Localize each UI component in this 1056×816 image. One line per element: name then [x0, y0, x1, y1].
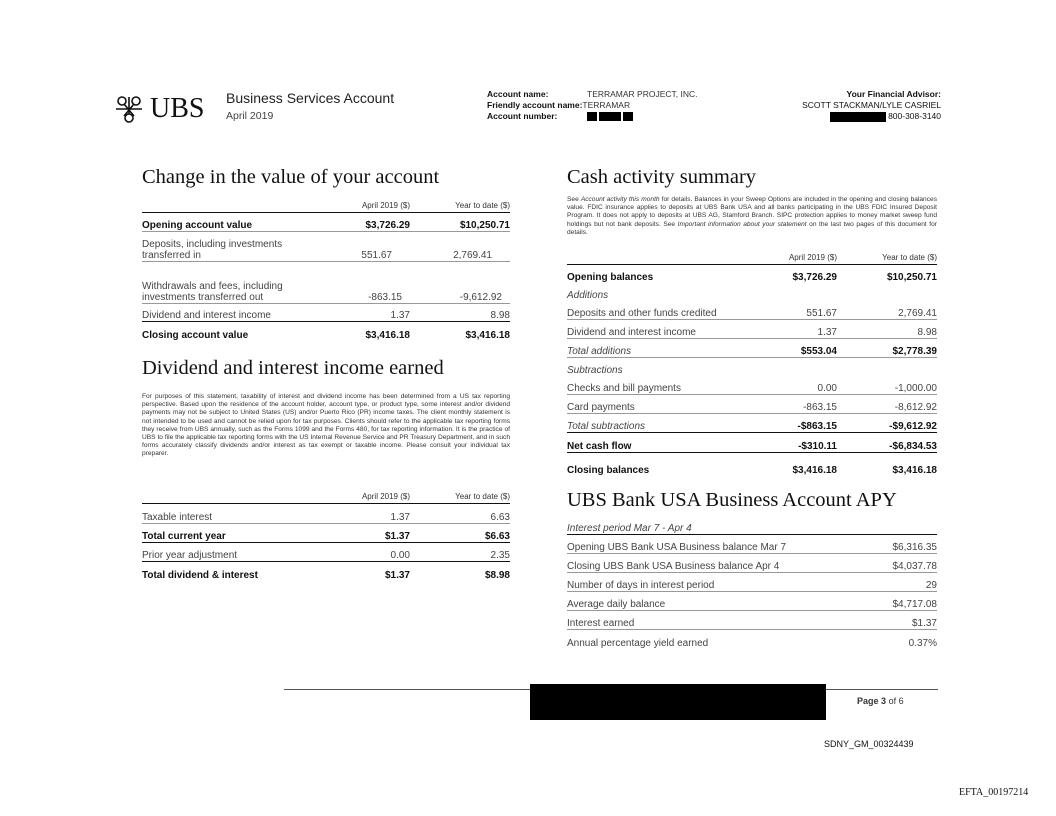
row-ytd: -8,612.92: [894, 402, 937, 413]
col-month: April 2019 ($): [361, 492, 410, 501]
row-ytd: 6.63: [490, 512, 510, 523]
row-value: $4,717.08: [892, 599, 937, 610]
row-ytd: 2,769.41: [898, 308, 937, 319]
table-row: [567, 453, 937, 476]
row-ytd: $10,250.71: [459, 220, 510, 231]
row-month: 551.67: [806, 308, 837, 319]
table-header: [142, 487, 510, 504]
col-ytd: Year to date ($): [455, 201, 510, 210]
table-row: [142, 262, 510, 304]
row-label: Dividend and interest income: [567, 327, 696, 338]
row-ytd: -9,612.92: [459, 292, 502, 303]
table-row: [567, 376, 937, 395]
table-row: [567, 573, 937, 592]
account-name: TERRAMAR PROJECT, INC.: [587, 89, 698, 99]
page-num: 3: [881, 696, 887, 706]
cash-intro: [567, 196, 937, 237]
table-row: [567, 535, 937, 554]
table-row: [142, 232, 510, 262]
row-ytd: -1,000.00: [894, 383, 937, 394]
table-row: [567, 283, 937, 301]
row-label: Opening balances: [567, 272, 654, 283]
table-row: [142, 524, 510, 543]
row-label: Card payments: [567, 402, 635, 413]
page-of: of 6: [888, 696, 904, 706]
row-label: Checks and bill payments: [567, 383, 681, 394]
row-month: $1.37: [384, 531, 410, 542]
row-month: 1.37: [390, 512, 410, 523]
row-label: Total dividend & interest: [142, 570, 258, 581]
cash-table: [567, 248, 937, 476]
row-label: Total current year: [142, 531, 226, 542]
redaction: [587, 112, 597, 121]
row-label: Average daily balance: [567, 599, 666, 610]
row-ytd: 2,769.41: [453, 250, 492, 261]
table-row: [567, 265, 937, 283]
table-header: [142, 196, 510, 213]
row-month: 1.37: [390, 310, 410, 321]
ubs-logo: [112, 92, 204, 126]
table-row: [567, 358, 937, 376]
row-ytd: -$6,834.53: [889, 441, 937, 452]
row-label: Closing account value: [142, 330, 249, 341]
efta-number: EFTA_00197214: [959, 787, 1029, 798]
dividend-table: [142, 487, 510, 581]
ubs-logo-text: UBS: [150, 93, 205, 124]
change-value-title: Change in the value of your account: [142, 166, 440, 188]
apy-table: [567, 518, 937, 649]
cash-intro-text: for details. Balances in your Sweep Options are included in the opening and closing balances value. FDIC insurance applies to deposits at UBS Bank USA and all banks participating in the UBS FDIC Insured Deposit Program. It does not apply to deposits at UBS AG, Stamford Branch. SIPC protection applies to money market sweep fund holdings but not bank deposits. See: [567, 196, 937, 228]
table-row: [142, 504, 510, 524]
row-label: Deposits, including investments transferred in: [142, 239, 283, 261]
row-label: Dividend and interest income: [142, 310, 271, 321]
row-ytd: $10,250.71: [886, 272, 937, 283]
row-ytd: $8.98: [484, 570, 510, 581]
row-label: Deposits and other funds credited: [567, 308, 717, 319]
col-month: April 2019 ($): [788, 253, 837, 262]
row-value: $6,316.35: [892, 542, 937, 553]
row-month: $3,726.29: [365, 220, 410, 231]
row-ytd: -$9,612.92: [889, 421, 937, 432]
row-label: Annual percentage yield earned: [567, 638, 709, 649]
row-month: -$863.15: [797, 421, 837, 432]
table-row: [567, 339, 937, 358]
table-row: [567, 630, 937, 649]
dividend-title: Dividend and interest income earned: [142, 357, 444, 379]
row-label: Closing UBS Bank USA Business balance Apr 4: [567, 561, 780, 572]
row-month: $3,726.29: [792, 272, 837, 283]
cash-intro-link: Important information about your statement: [677, 220, 807, 228]
friendly-name: TERRAMAR: [582, 100, 631, 110]
ubs-keys-icon: [112, 92, 146, 126]
row-value: $1.37: [911, 618, 937, 629]
row-label: Net cash flow: [567, 441, 632, 452]
footer-redaction: [530, 684, 826, 720]
page-label: Page: [857, 696, 879, 706]
table-row: [567, 433, 937, 453]
row-month: 551.67: [361, 250, 392, 261]
row-label: Total subtractions: [567, 421, 646, 432]
bates-number: SDNY_GM_00324439: [824, 739, 914, 749]
row-label: Number of days in interest period: [567, 580, 715, 591]
row-label: Total additions: [567, 346, 632, 357]
table-row: [142, 543, 510, 562]
row-month: $3,416.18: [792, 465, 837, 476]
advisor-label: Your Financial Advisor:: [846, 89, 941, 99]
row-month: $3,416.18: [365, 330, 410, 341]
row-month: -863.15: [368, 292, 402, 303]
redaction: [599, 112, 621, 121]
page-number: [857, 696, 904, 706]
cash-intro-text: on the last two pages of this document for details.: [567, 220, 937, 236]
table-row: [142, 562, 510, 581]
table-row: [142, 213, 510, 232]
table-row: [567, 320, 937, 339]
row-value: 29: [925, 580, 937, 591]
account-number-label: Account number:: [487, 111, 558, 121]
row-month: $553.04: [800, 346, 837, 357]
row-month: 1.37: [817, 327, 837, 338]
row-label: Interest earned: [567, 618, 635, 629]
row-ytd: 8.98: [490, 310, 510, 321]
row-label: Taxable interest: [142, 512, 213, 523]
cash-title: Cash activity summary: [567, 166, 757, 188]
redaction: [830, 112, 886, 122]
row-label: Subtractions: [567, 365, 623, 376]
row-month: 0.00: [817, 383, 837, 394]
row-ytd: $3,416.18: [892, 465, 937, 476]
account-name-label: Account name:: [487, 89, 549, 99]
row-ytd: $6.63: [484, 531, 510, 542]
row-month: $1.37: [384, 570, 410, 581]
advisor-phone: 800-308-3140: [888, 111, 941, 121]
advisor-info: [802, 89, 941, 122]
table-row: [567, 554, 937, 573]
row-label: Closing balances: [567, 465, 650, 476]
change-value-table: [142, 196, 510, 341]
row-month: -863.15: [803, 402, 837, 413]
table-header: [567, 248, 937, 265]
account-type: Business Services Account: [226, 90, 395, 106]
table-row: [567, 301, 937, 320]
dividend-paragraph: For purposes of this statement, taxability of interest and dividend income has been determined from a US tax reporting perspective. Based upon the residence of the account holder, account type, or product type, some interest and/or dividend payments may not be subject to United States (US) and/or Puerto Rico (PR) income taxes. The client monthly statement is not intended to be used and cannot be relied upon for tax purposes. Clients should refer to the applicable tax reporting forms they receive from UBS annually, such as the Forms 1099 and the Forms 480, for tax reporting information. It is the practice of UBS to file the applicable tax reporting forms with the US Internal Revenue Service and PR Treasury Department, and in such forms accurately classify dividends and/or interest as tax exempt or taxable income. Please consult your individual tax preparer.: [142, 393, 510, 458]
col-month: April 2019 ($): [361, 201, 410, 210]
row-value: 0.37%: [908, 638, 937, 649]
row-label: Opening account value: [142, 220, 253, 231]
advisor-name: SCOTT STACKMAN/LYLE CASRIEL: [802, 100, 941, 110]
account-info: [487, 89, 698, 122]
row-ytd: 8.98: [917, 327, 937, 338]
table-row: [567, 592, 937, 611]
col-ytd: Year to date ($): [455, 492, 510, 501]
row-ytd: 2.35: [490, 550, 510, 561]
row-month: 0.00: [390, 550, 410, 561]
cash-intro-text: See: [567, 196, 581, 203]
redaction: [623, 112, 633, 121]
row-label: Interest period Mar 7 - Apr 4: [567, 523, 692, 534]
cash-intro-link: Account activity this month: [580, 196, 660, 203]
row-ytd: $3,416.18: [465, 330, 510, 341]
apy-title: UBS Bank USA Business Account APY: [567, 489, 897, 511]
row-ytd: $2,778.39: [892, 346, 937, 357]
table-row: [567, 414, 937, 433]
row-label: Prior year adjustment: [142, 550, 238, 561]
table-row: [142, 322, 510, 341]
apy-period: [567, 518, 937, 535]
statement-date: April 2019: [226, 110, 274, 122]
table-row: [567, 611, 937, 630]
row-value: $4,037.78: [892, 561, 937, 572]
table-row: [142, 304, 510, 322]
row-label: Opening UBS Bank USA Business balance Mar 7: [567, 542, 787, 553]
row-label: Withdrawals and fees, including investments transferred out: [142, 281, 283, 303]
friendly-name-label: Friendly account name:: [487, 100, 583, 110]
col-ytd: Year to date ($): [882, 253, 937, 262]
row-month: -$310.11: [798, 441, 837, 452]
row-label: Additions: [567, 290, 609, 301]
table-row: [567, 395, 937, 414]
